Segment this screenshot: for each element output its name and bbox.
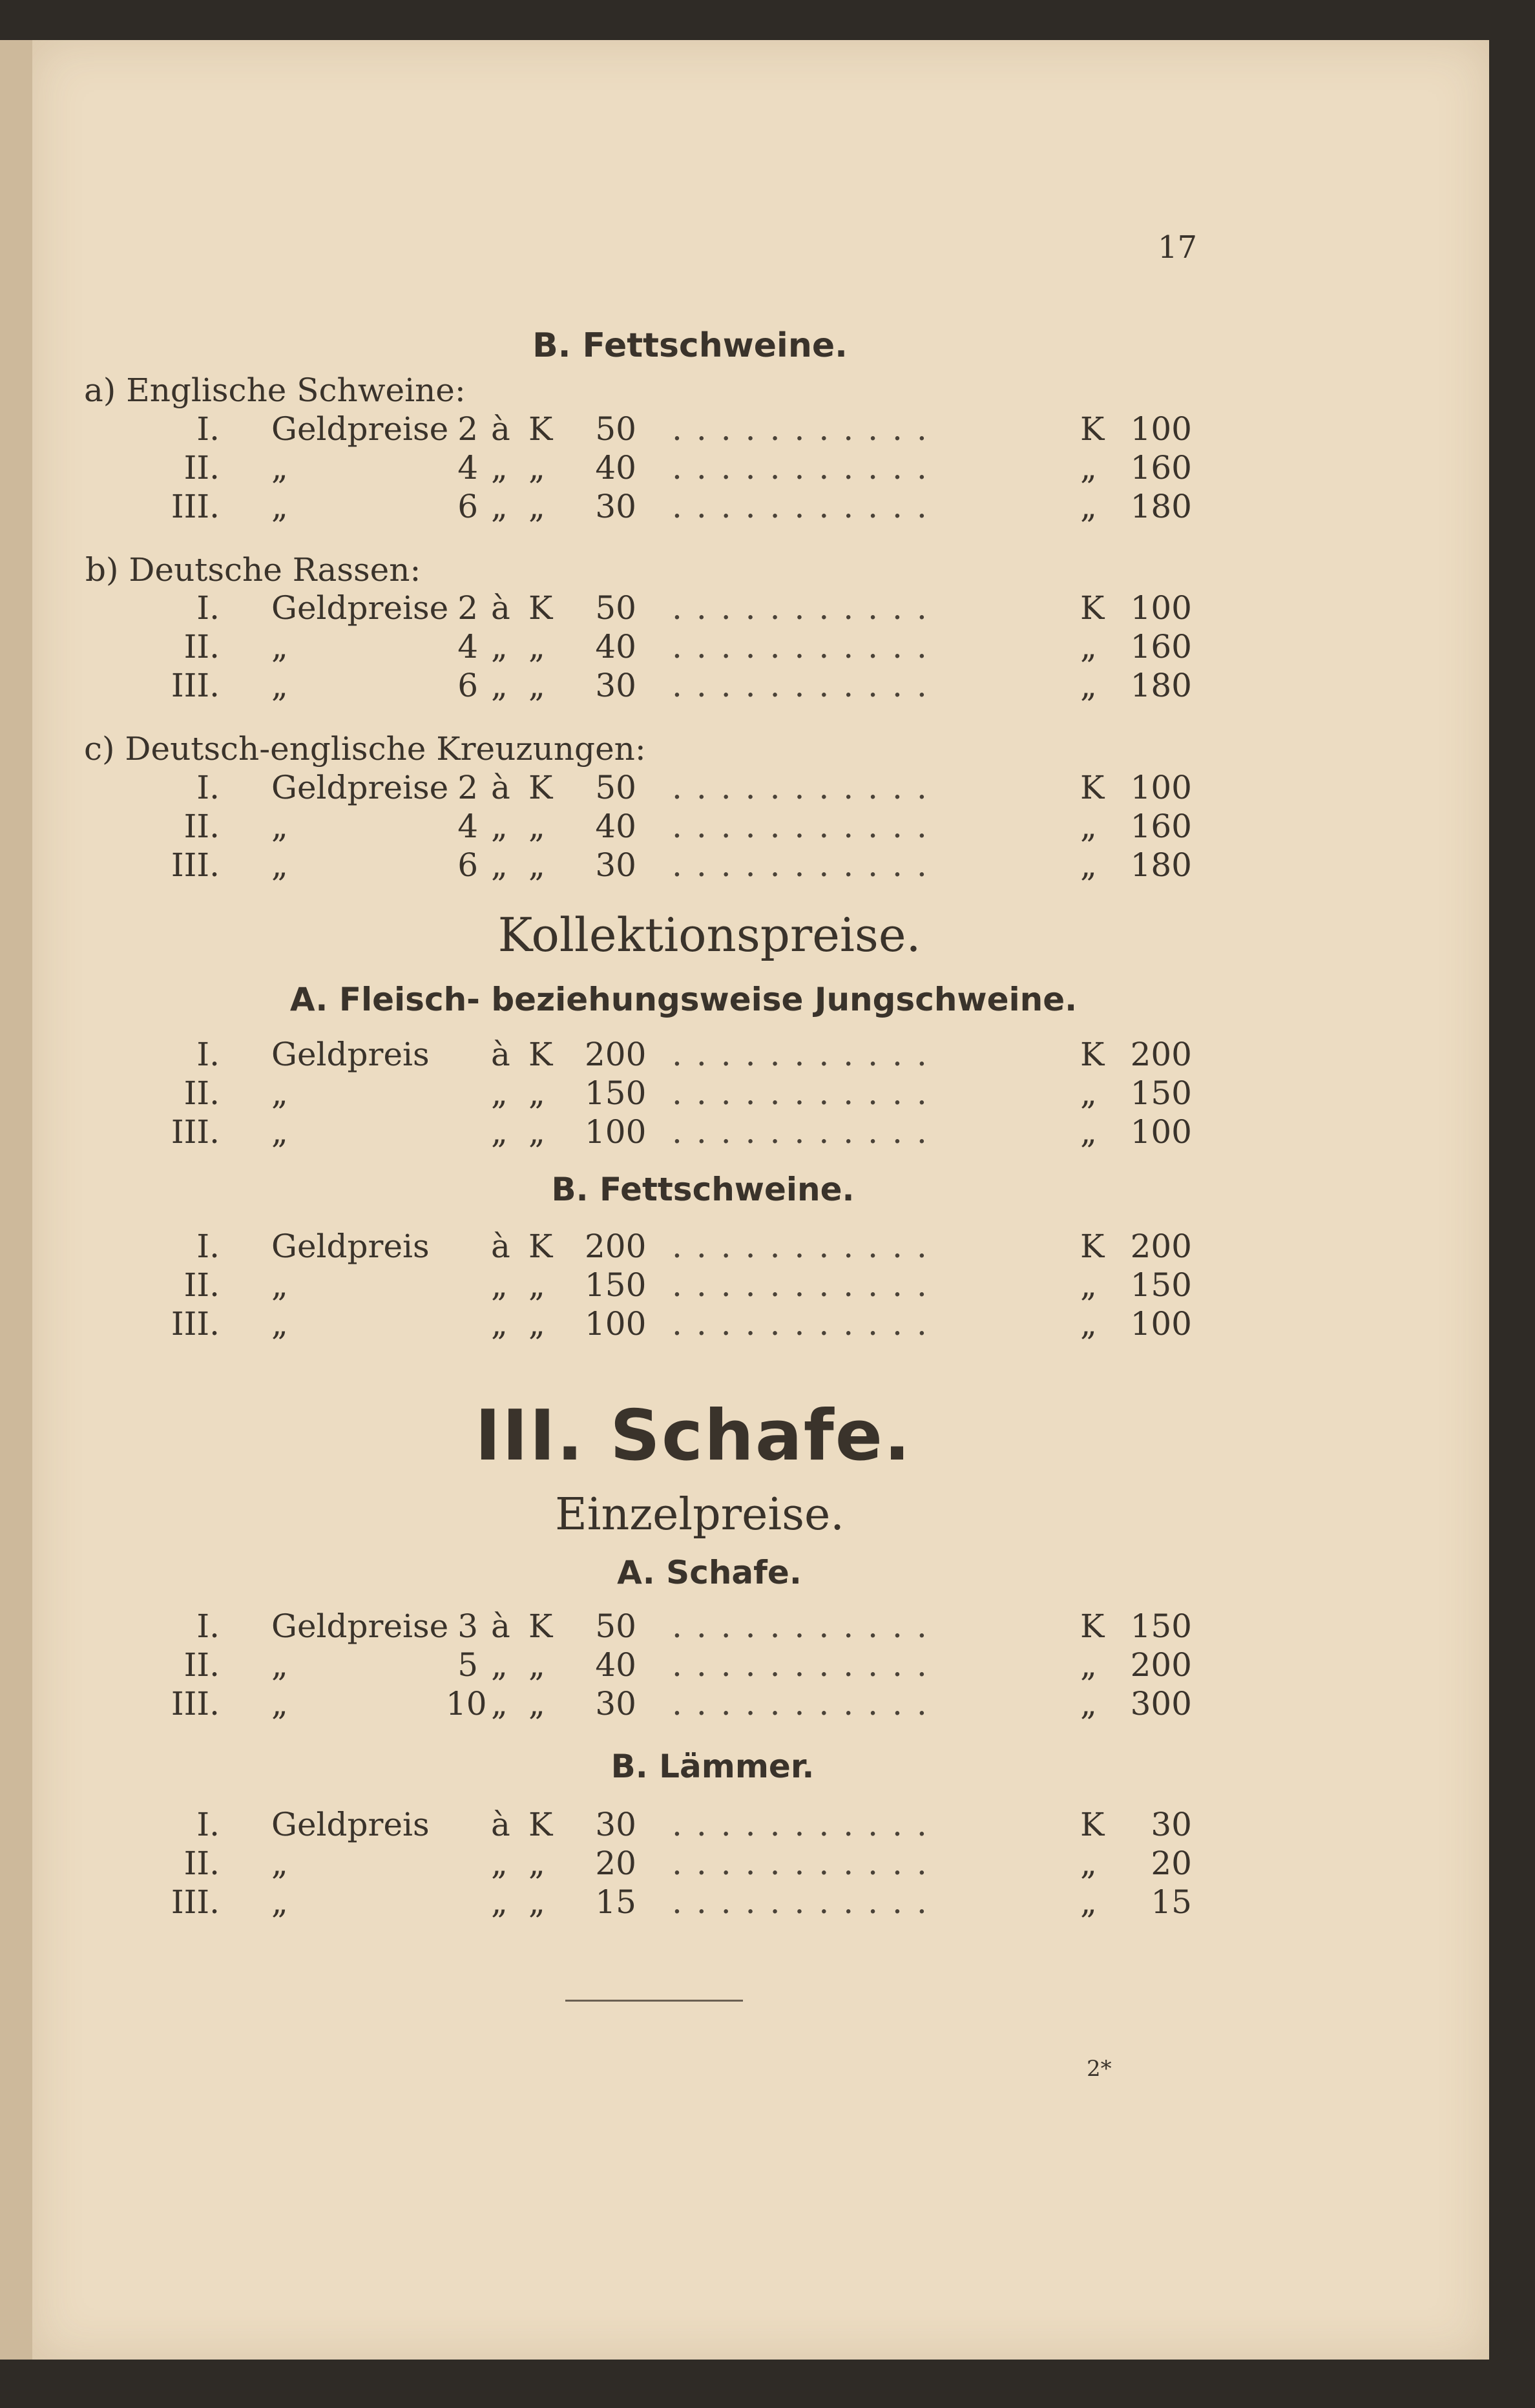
cell-label: „ [271,808,288,845]
price-row [0,1036,1535,1074]
cell-label: „ [271,449,288,487]
cell-dots: ........... [672,1685,941,1722]
cell-label: Geldpreis [271,1806,430,1843]
price-row [0,808,1535,846]
cell-unit: K [528,1607,553,1645]
cell-unit: „ [528,449,545,487]
cell-label: Geldpreise [271,769,449,806]
cell-rank: II. [183,628,220,665]
price-row [0,846,1535,885]
cell-label: „ [271,1845,288,1882]
cell-rank: I. [196,1806,220,1843]
cell-cur: „ [1080,808,1097,845]
cell-rank: I. [196,1036,220,1073]
cell-price: 50 [595,1607,636,1645]
price-row [0,1266,1535,1305]
cell-unit: „ [528,1074,545,1112]
cell-price: 30 [595,1806,636,1843]
cell-price: 100 [585,1113,647,1151]
cell-rank: I. [196,769,220,806]
cell-a: „ [491,449,508,487]
group-title-englische: a) Englische Schweine: [84,372,466,409]
cell-total: 200 [1130,1228,1192,1265]
cell-label: „ [271,846,288,884]
cell-a: „ [491,488,508,525]
cell-a: „ [491,628,508,665]
cell-a: à [491,1228,510,1265]
cell-total: 100 [1130,589,1192,627]
cell-dots: ........... [672,449,941,487]
cell-count: 6 [457,667,478,704]
cell-cur: K [1080,410,1105,448]
cell-dots: ........... [672,769,941,806]
cell-a: à [491,1036,510,1073]
price-row [0,488,1535,527]
cell-count: 2 [457,589,478,627]
cell-dots: ........... [672,628,941,665]
cell-a: „ [491,808,508,845]
cell-price: 50 [595,410,636,448]
cell-rank: II. [183,449,220,487]
cell-label: „ [271,488,288,525]
cell-a: „ [491,1266,508,1304]
cell-cur: K [1080,1036,1105,1073]
section-heading-fettschweine: B. Fettschweine. [532,326,848,365]
cell-unit: „ [528,1845,545,1882]
cell-label: „ [271,1646,288,1684]
cell-unit: „ [528,1113,545,1151]
cell-dots: ........... [672,1845,941,1882]
cell-cur: „ [1080,846,1097,884]
cell-rank: I. [196,1607,220,1645]
cell-total: 160 [1130,449,1192,487]
cell-label: „ [271,1113,288,1151]
cell-count: 2 [457,769,478,806]
cell-count: 4 [457,628,478,665]
cell-unit: „ [528,628,545,665]
cell-unit: „ [528,1883,545,1921]
section-heading-fettschweine-2: B. Fettschweine. [551,1171,855,1208]
cell-cur: K [1080,589,1105,627]
cell-a: „ [491,1883,508,1921]
cell-rank: III. [171,1685,220,1722]
cell-label: „ [271,1266,288,1304]
cell-dots: ........... [672,1806,941,1843]
cell-cur: K [1080,1806,1105,1843]
cell-a: „ [491,1074,508,1112]
cell-price: 200 [585,1228,647,1265]
cell-a: „ [491,667,508,704]
cell-cur: „ [1080,1305,1097,1343]
cell-unit: „ [528,1685,545,1722]
cell-dots: ........... [672,1883,941,1921]
cell-a: „ [491,1646,508,1684]
price-row [0,1305,1535,1344]
cell-unit: „ [528,667,545,704]
cell-total: 100 [1130,1113,1192,1151]
cell-price: 50 [595,589,636,627]
cell-label: Geldpreise [271,589,449,627]
cell-dots: ........... [672,667,941,704]
cell-price: 150 [585,1074,647,1112]
cell-total: 100 [1130,410,1192,448]
cell-rank: II. [183,1845,220,1882]
price-row [0,449,1535,488]
cell-label: „ [271,1685,288,1722]
cell-count: 10 [446,1685,487,1722]
cell-dots: ........... [672,1113,941,1151]
cell-price: 100 [585,1305,647,1343]
cell-label: „ [271,1074,288,1112]
cell-rank: II. [183,1646,220,1684]
cell-price: 20 [595,1845,636,1882]
cell-dots: ........... [672,1036,941,1073]
cell-total: 15 [1151,1883,1192,1921]
cell-total: 100 [1130,769,1192,806]
cell-rank: III. [171,1113,220,1151]
cell-unit: „ [528,1266,545,1304]
cell-total: 150 [1130,1074,1192,1112]
price-row [0,1228,1535,1266]
cell-dots: ........... [672,1646,941,1684]
cell-total: 180 [1130,667,1192,704]
cell-total: 30 [1151,1806,1192,1843]
cell-price: 200 [585,1036,647,1073]
cell-total: 200 [1130,1036,1192,1073]
cell-unit: „ [528,1305,545,1343]
cell-a: à [491,589,510,627]
cell-cur: „ [1080,449,1097,487]
cell-total: 150 [1130,1607,1192,1645]
cell-total: 160 [1130,808,1192,845]
cell-rank: III. [171,667,220,704]
cell-dots: ........... [672,1607,941,1645]
section-heading-schafe: A. Schafe. [617,1554,802,1591]
price-row [0,667,1535,706]
cell-count: 3 [457,1607,478,1645]
cell-unit: K [528,1036,553,1073]
cell-rank: II. [183,1266,220,1304]
cell-cur: „ [1080,1074,1097,1112]
cell-unit: „ [528,846,545,884]
price-row [0,1113,1535,1152]
cell-rank: III. [171,1883,220,1921]
price-row [0,1806,1535,1845]
cell-price: 50 [595,769,636,806]
cell-cur: „ [1080,488,1097,525]
cell-count: 6 [457,488,478,525]
cell-unit: „ [528,488,545,525]
cell-a: à [491,1607,510,1645]
cell-unit: K [528,1806,553,1843]
cell-a: à [491,769,510,806]
cell-a: „ [491,846,508,884]
cell-price: 150 [585,1266,647,1304]
cell-unit: K [528,1228,553,1265]
cell-dots: ........... [672,488,941,525]
cell-price: 40 [595,808,636,845]
cell-label: Geldpreise [271,410,449,448]
cell-label: Geldpreis [271,1228,430,1265]
price-row [0,1074,1535,1113]
cell-cur: „ [1080,1845,1097,1882]
cell-total: 20 [1151,1845,1192,1882]
cell-price: 30 [595,846,636,884]
cell-label: „ [271,667,288,704]
cell-price: 30 [595,488,636,525]
price-row [0,410,1535,449]
cell-a: „ [491,1113,508,1151]
cell-rank: I. [196,1228,220,1265]
cell-total: 100 [1130,1305,1192,1343]
cell-rank: III. [171,846,220,884]
group-title-deutsche: b) Deutsche Rassen: [85,551,421,589]
price-row [0,1607,1535,1646]
cell-cur: „ [1080,1685,1097,1722]
cell-a: „ [491,1305,508,1343]
page-number: 17 [1158,229,1198,266]
cell-unit: „ [528,808,545,845]
cell-label: „ [271,1883,288,1921]
cell-total: 150 [1130,1266,1192,1304]
cell-rank: II. [183,808,220,845]
price-row [0,1845,1535,1883]
closing-rule [565,2000,743,2002]
cell-cur: „ [1080,667,1097,704]
cell-a: à [491,1806,510,1843]
price-row [0,628,1535,667]
cell-dots: ........... [672,410,941,448]
cell-total: 160 [1130,628,1192,665]
cell-total: 300 [1130,1685,1192,1722]
price-row [0,1883,1535,1922]
cell-a: à [491,410,510,448]
cell-rank: I. [196,410,220,448]
cell-count: 4 [457,808,478,845]
cell-rank: I. [196,589,220,627]
cell-unit: „ [528,1646,545,1684]
cell-dots: ........... [672,1305,941,1343]
cell-total: 180 [1130,846,1192,884]
price-row [0,589,1535,628]
cell-price: 30 [595,667,636,704]
price-row [0,1685,1535,1724]
cell-count: 5 [457,1646,478,1684]
cell-dots: ........... [672,846,941,884]
cell-cur: „ [1080,1266,1097,1304]
cell-dots: ........... [672,589,941,627]
section-heading-kollektionspreise: Kollektionspreise. [497,908,921,962]
cell-total: 180 [1130,488,1192,525]
cell-a: „ [491,1845,508,1882]
chapter-heading-schafe: III. Schafe. [474,1396,912,1476]
cell-rank: II. [183,1074,220,1112]
cell-count: 6 [457,846,478,884]
cell-unit: K [528,410,553,448]
cell-cur: „ [1080,1883,1097,1921]
cell-dots: ........... [672,1228,941,1265]
signature-mark: 2* [1087,2056,1112,2082]
cell-label: Geldpreis [271,1036,430,1073]
cell-price: 30 [595,1685,636,1722]
cell-rank: III. [171,488,220,525]
cell-cur: „ [1080,628,1097,665]
cell-cur: „ [1080,1113,1097,1151]
cell-rank: III. [171,1305,220,1343]
cell-dots: ........... [672,808,941,845]
price-row [0,769,1535,808]
cell-price: 40 [595,1646,636,1684]
cell-cur: „ [1080,1646,1097,1684]
cell-cur: K [1080,1228,1105,1265]
cell-cur: K [1080,769,1105,806]
cell-unit: K [528,769,553,806]
cell-a: „ [491,1685,508,1722]
cell-count: 2 [457,410,478,448]
section-heading-fleischschweine: A. Fleisch- beziehungsweise Jungschweine. [289,981,1078,1018]
section-heading-einzelpreise: Einzelpreise. [555,1489,844,1540]
cell-price: 40 [595,628,636,665]
cell-count: 4 [457,449,478,487]
cell-dots: ........... [672,1266,941,1304]
section-heading-laemmer: B. Lämmer. [611,1748,815,1785]
cell-label: „ [271,628,288,665]
cell-total: 200 [1130,1646,1192,1684]
price-row [0,1646,1535,1685]
group-title-kreuzungen: c) Deutsch-englische Kreuzungen: [84,730,646,768]
cell-dots: ........... [672,1074,941,1112]
cell-label: „ [271,1305,288,1343]
cell-cur: K [1080,1607,1105,1645]
cell-price: 15 [595,1883,636,1921]
cell-unit: K [528,589,553,627]
cell-label: Geldpreise [271,1607,449,1645]
cell-price: 40 [595,449,636,487]
